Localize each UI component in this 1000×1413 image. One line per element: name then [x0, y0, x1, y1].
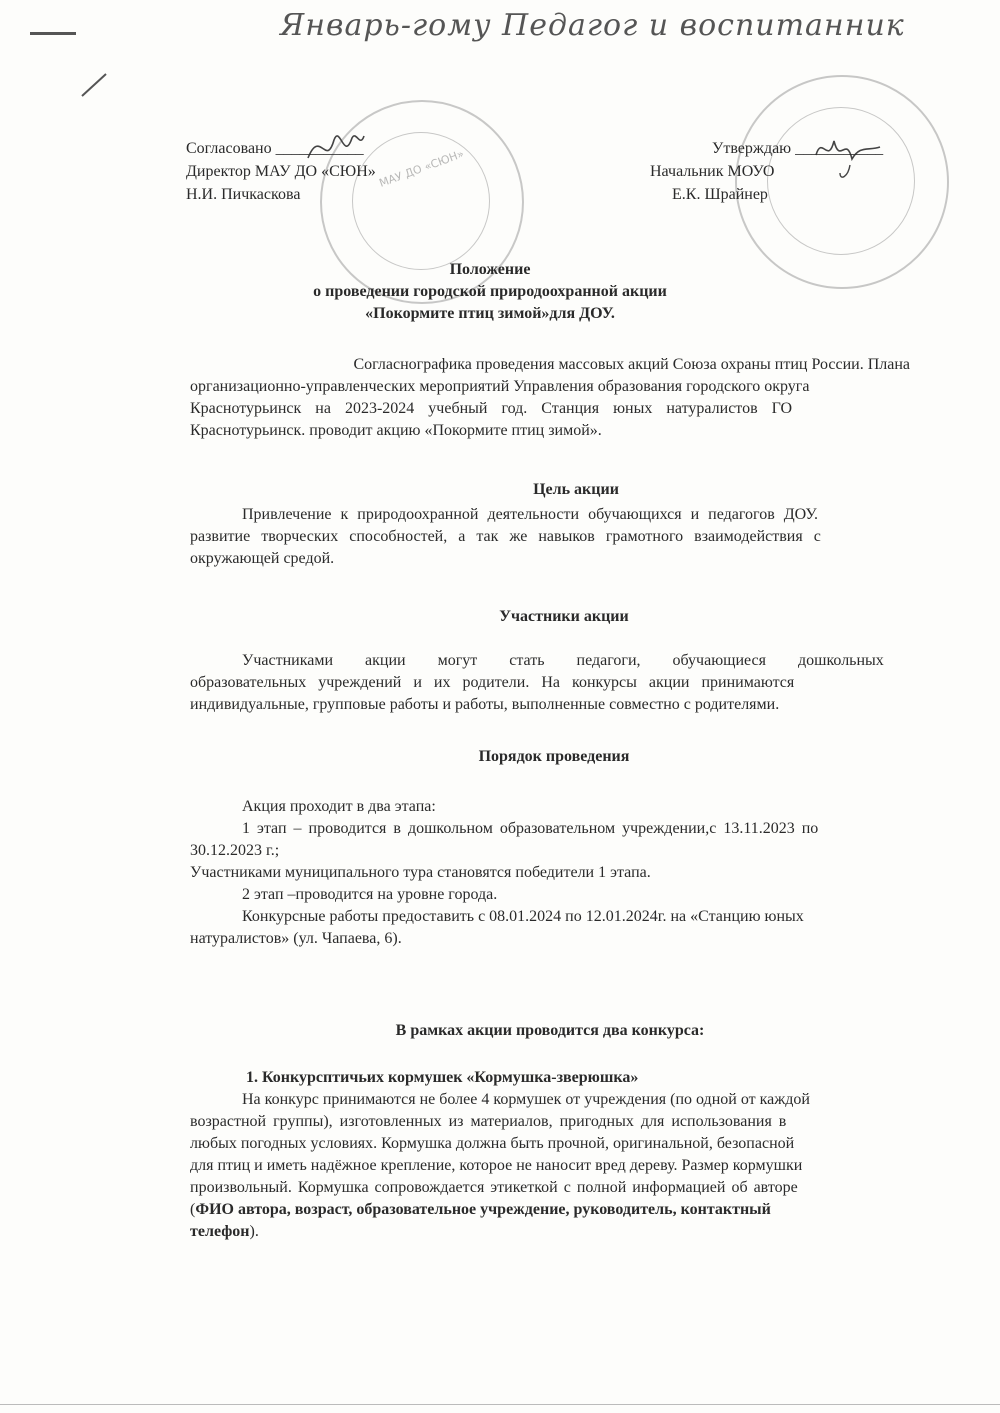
- contest-1-line1: На конкурс принимаются не более 4 кормушек от учреждения (по одной от каждой: [242, 1091, 810, 1108]
- contest-1-line7: [190, 1221, 910, 1243]
- title-line2: о проведении городской природоохранной акции: [313, 283, 667, 300]
- document-title: [0, 259, 990, 325]
- procedure-paragraph: [190, 796, 910, 950]
- intro-line3: Краснотурьинск на 2023-2024 учебный год. Станция юных натуралистов ГО: [190, 400, 793, 417]
- contest-1-line6: [190, 1199, 910, 1221]
- approval-right-block: [650, 139, 910, 205]
- title-line3: «Покормите птиц зимой»для ДОУ.: [365, 305, 615, 322]
- contest-1-line2: возрастной группы), изготовленных из материалов, пригодных для использования в: [190, 1113, 787, 1130]
- procedure-line2: 1 этап – проводится в дошкольном образовательном учреждении,с 13.11.2023 по: [242, 820, 819, 837]
- contest-1-line7-bold: телефон: [190, 1223, 250, 1240]
- contest-1-line5: произвольный. Кормушка сопровождается этикеткой с полной информацией об авторе: [190, 1179, 798, 1196]
- title-line1: Положение: [449, 261, 531, 278]
- intro-line4: Краснотурьинск. проводит акцию «Покормите птиц зимой».: [190, 422, 602, 439]
- participants-line3: индивидуальные, групповые работы и работы, выполненные совместно с родителями.: [190, 696, 780, 713]
- intro-line2: организационно-управленческих мероприятий Управления образования городского округа: [190, 378, 810, 395]
- contest-1-line6-bold: ФИО автора, возраст, образовательное учреждение, руководитель, контактный: [195, 1201, 771, 1218]
- procedure-line4: Участниками муниципального тура становятся победители 1 этапа.: [190, 864, 651, 881]
- contest-1-paragraph: [190, 1089, 910, 1243]
- goal-line3: окружающей средой.: [190, 550, 335, 567]
- handwritten-note: Январь-гому Педагог и воспитанник: [280, 8, 905, 43]
- intro-paragraph: [190, 354, 910, 442]
- scan-mark: [30, 32, 76, 35]
- procedure-heading: Порядок проведения: [478, 748, 630, 765]
- goal-line2: развитие творческих способностей, а так же навыков грамотного взаимодействия с: [190, 528, 821, 545]
- procedure-line1: Акция проходит в два этапа:: [242, 798, 436, 815]
- approval-left-line2: Директор МАУ ДО «СЮН»: [186, 163, 376, 180]
- intro-line1: Согласнографика проведения массовых акций Союза охраны птиц России. Плана: [353, 356, 910, 373]
- contest-1-line3: любых погодных условиях. Кормушка должна быть прочной, оригинальной, безопасной: [190, 1135, 795, 1152]
- pen-stroke-mark: [80, 70, 110, 100]
- goal-line1: Привлечение к природоохранной деятельности обучающихся и педагогов ДОУ.: [242, 506, 819, 523]
- goal-heading: Цель акции: [533, 481, 619, 498]
- approval-left-block: [186, 139, 376, 205]
- goal-paragraph: [190, 504, 910, 570]
- procedure-line5: 2 этап –проводится на уровне города.: [242, 886, 498, 903]
- contest-1-heading: 1. Конкурсптичьих кормушек «Кормушка-зверюшка»: [246, 1069, 639, 1086]
- approval-left-line1: Согласовано ___________: [186, 140, 364, 157]
- approval-right-line3: Е.К. Шрайнер: [672, 186, 768, 203]
- participants-line1: Участниками акции могут стать педагоги, обучающиеся дошкольных: [242, 652, 884, 669]
- approval-right-line2: Начальник МОУО: [650, 163, 775, 180]
- scan-bottom-edge: [0, 1404, 1000, 1405]
- participants-line2: образовательных учреждений и их родители. На конкурсы акции принимаются: [190, 674, 795, 691]
- approval-left-line3: Н.И. Пичкаскова: [186, 186, 301, 203]
- procedure-line3: 30.12.2023 г.;: [190, 842, 280, 859]
- participants-heading: Участники акции: [499, 608, 629, 625]
- contest-1-line4: для птиц и иметь надёжное крепление, которое не наносит вред дереву. Размер кормушки: [190, 1157, 803, 1174]
- approval-right-line1: Утверждаю ___________: [712, 140, 884, 157]
- contest-1-line6-start: (: [190, 1201, 196, 1218]
- contests-heading: В рамках акции проводится два конкурса:: [395, 1022, 705, 1039]
- stamp-left-text: МАУ ДО «СЮН»: [377, 147, 466, 190]
- procedure-line7: натуралистов» (ул. Чапаева, 6).: [190, 930, 402, 947]
- procedure-line6: Конкурсные работы предоставить с 08.01.2024 по 12.01.2024г. на «Станцию юных: [242, 908, 804, 925]
- contest-1-line7-end: ).: [249, 1223, 259, 1240]
- participants-paragraph: [190, 650, 910, 716]
